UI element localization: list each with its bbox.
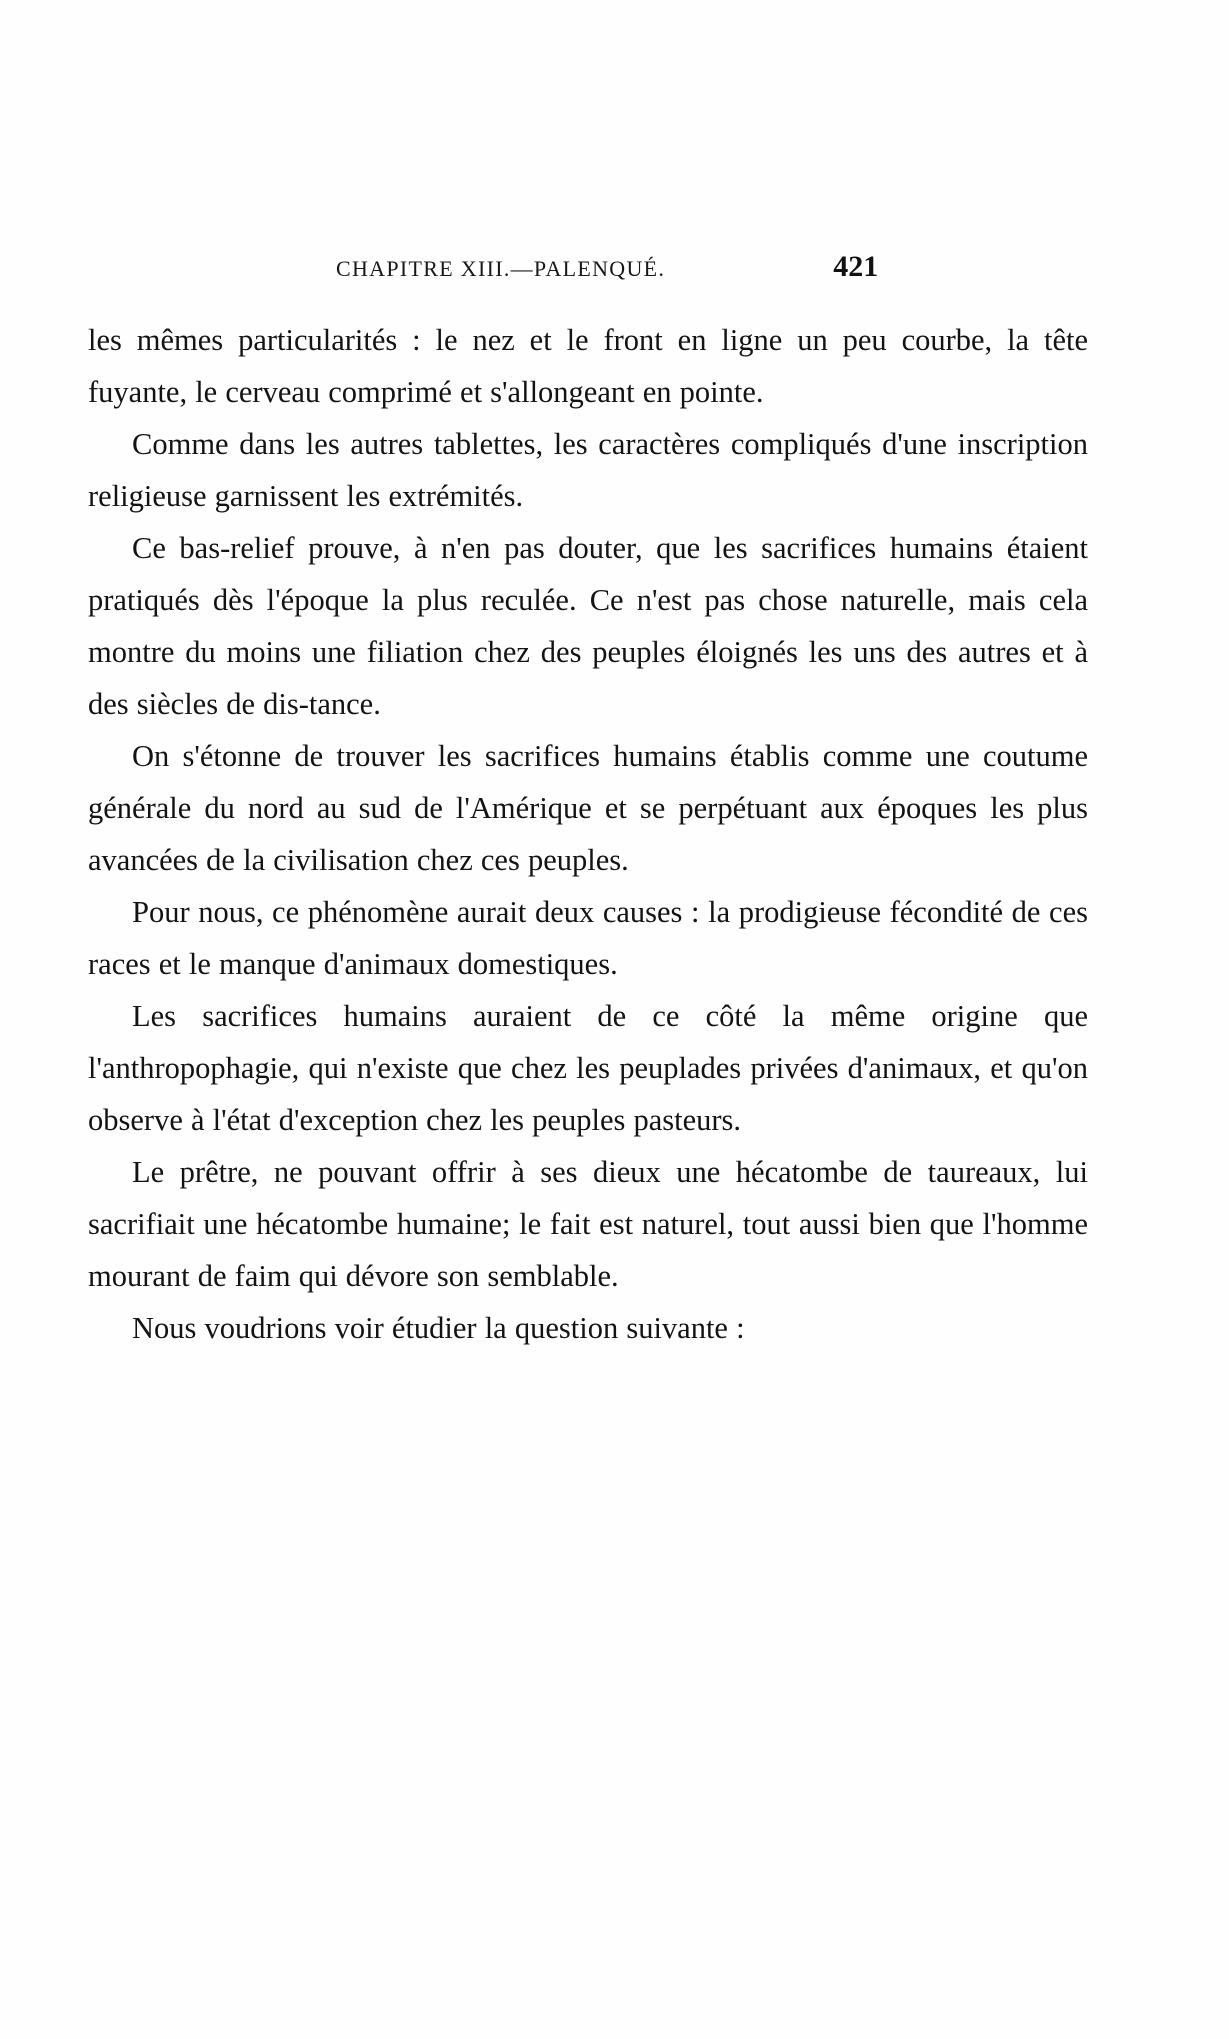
paragraph: On s'étonne de trouver les sacrifices humains établis comme une coutume générale du nord au sud de l'Amérique et se perpétuant aux époques les plus avancées de la civilisation chez ces peuples. xyxy=(88,739,1088,877)
page-content xyxy=(88,250,1088,1354)
paragraph: les mêmes particularités : le nez et le front en ligne un peu courbe, la tête fuyante, le cerveau comprimé et s'allongeant en pointe. xyxy=(88,323,1088,409)
page-number: 421 xyxy=(833,250,879,283)
paragraph: Les sacrifices humains auraient de ce côté la même origine que l'anthropophagie, qui n'existe que chez les peuplades privées d'animaux, et qu'on observe à l'état d'exception chez les peuples pasteurs. xyxy=(88,999,1088,1137)
paragraph: Ce bas-relief prouve, à n'en pas douter, que les sacrifices humains étaient pratiqués dès l'époque la plus reculée. Ce n'est pas chose naturelle, mais cela montre du moins une filiation chez des peuples éloignés les uns des autres et à des siècles de dis-tance. xyxy=(88,531,1088,721)
paragraph: Pour nous, ce phénomène aurait deux causes : la prodigieuse fécondité de ces races et le manque d'animaux domestiques. xyxy=(88,895,1088,981)
paragraph: Comme dans les autres tablettes, les caractères compliqués d'une inscription religieuse garnissent les extrémités. xyxy=(88,427,1088,513)
running-header xyxy=(88,250,1088,284)
running-head-title: CHAPITRE XIII.—PALENQUÉ. xyxy=(336,256,666,281)
paragraph: Nous voudrions voir étudier la question suivante : xyxy=(132,1311,745,1345)
paragraph: Le prêtre, ne pouvant offrir à ses dieux une hécatombe de taureaux, lui sacrifiait une hécatombe humaine; le fait est naturel, tout aussi bien que l'homme mourant de faim qui dévore son semblable. xyxy=(88,1155,1088,1293)
